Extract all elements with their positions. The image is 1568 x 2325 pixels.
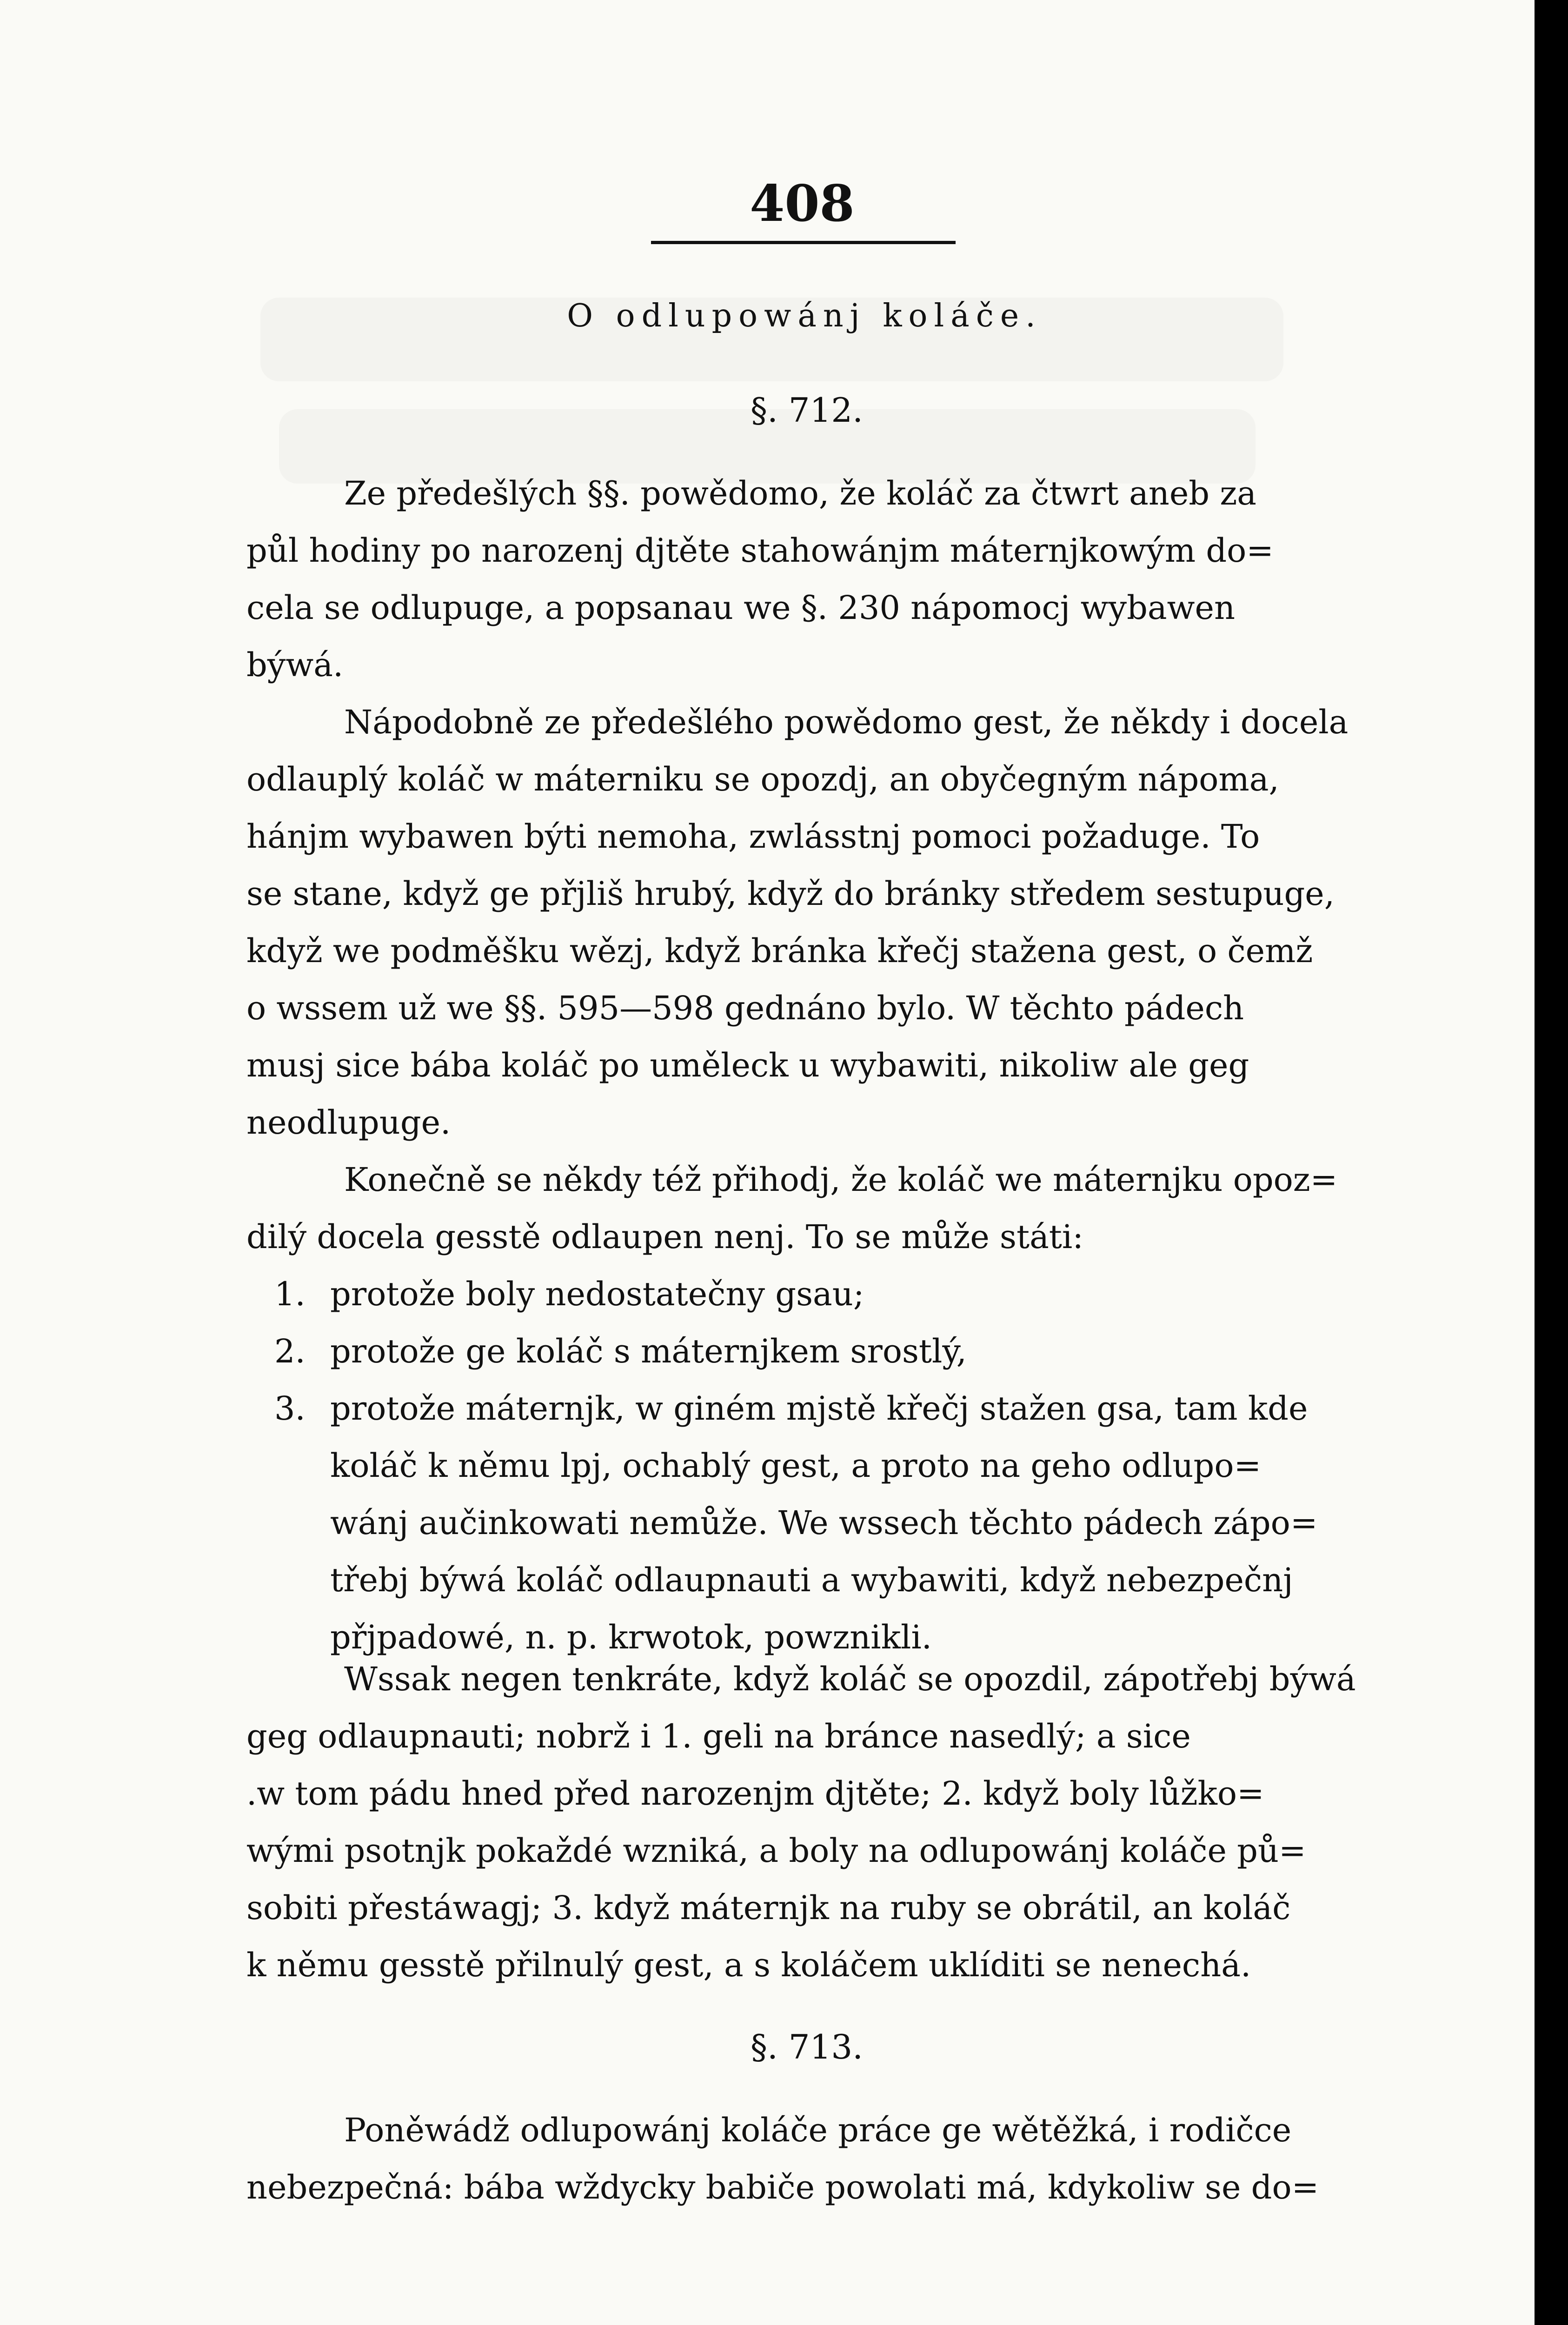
paragraph bbox=[246, 465, 1381, 694]
paragraph bbox=[246, 1651, 1381, 1994]
paragraph bbox=[246, 1151, 1381, 1266]
text-line: geg odlaupnauti; nobrž i 1. geli na bránce nasedlý; a sice bbox=[246, 1717, 1191, 1755]
text-line: když we podměšku wězj, když bránka křečj stažena gest, o čemž bbox=[246, 932, 1313, 970]
text-line: protože máternjk, w giném mjstě křečj stažen gsa, tam kde bbox=[330, 1389, 1308, 1428]
list-text bbox=[330, 1380, 1381, 1666]
section-heading-713: §. 713. bbox=[750, 2027, 864, 2066]
text-line: koláč k němu lpj, ochablý gest, a proto na geho odlupo= bbox=[330, 1447, 1262, 1485]
text-line: wými psotnjk pokaždé wzniká, a boly na odlupowánj koláče pů= bbox=[246, 1832, 1306, 1870]
text-line: Nápodobně ze předešlého powědomo gest, že někdy i docela bbox=[344, 703, 1349, 741]
text-line: cela se odlupuge, a popsanau we §. 230 nápomocj wybawen bbox=[246, 589, 1236, 627]
text-line: wánj aučinkowati nemůže. We wssech těchto pádech zápo= bbox=[330, 1504, 1318, 1542]
text-line: Wssak negen tenkráte, když koláč se opozdil, zápotřebj býwá bbox=[344, 1660, 1356, 1698]
text-line: dilý docela gesstě odlaupen nenj. To se může státi: bbox=[246, 1218, 1083, 1256]
text-line: hánjm wybawen býti nemoha, zwlásstnj pomoci požaduge. To bbox=[246, 817, 1260, 856]
paragraph bbox=[246, 2102, 1381, 2216]
list-number: 1. bbox=[274, 1275, 306, 1313]
list-item bbox=[246, 1380, 1381, 1666]
text-line: býwá. bbox=[246, 646, 344, 684]
text-line: odlauplý koláč w máterniku se opozdj, an obyčegným nápoma, bbox=[246, 760, 1279, 798]
list-text: protože ge koláč s máternjkem srostlý, bbox=[330, 1332, 967, 1370]
text-line: k němu gesstě přilnulý gest, a s koláčem uklíditi se nenechá. bbox=[246, 1946, 1251, 1984]
chapter-title: O odlupowánj koláče. bbox=[567, 298, 1042, 334]
text-line: Ze předešlých §§. powědomo, že koláč za čtwrt aneb za bbox=[344, 474, 1256, 512]
text-line: přjpadowé, n. p. krwotok, powznikli. bbox=[330, 1618, 932, 1656]
header-rule bbox=[651, 241, 956, 244]
text-line: sobiti přestáwagj; 3. když máternjk na ruby se obrátil, an koláč bbox=[246, 1889, 1291, 1927]
text-line: Konečně se někdy též přihodj, že koláč we máternjku opoz= bbox=[344, 1161, 1338, 1199]
text-line: musj sice bába koláč po uměleck u wybawiti, nikoliw ale geg bbox=[246, 1046, 1249, 1084]
text-line: .w tom pádu hned před narozenjm djtěte; 2. když boly lůžko= bbox=[246, 1774, 1264, 1813]
text-line: neodlupuge. bbox=[246, 1103, 451, 1142]
section-heading-712: §. 712. bbox=[750, 391, 864, 430]
text-line: půl hodiny po narozenj djtěte stahowánjm máternjkowým do= bbox=[246, 531, 1274, 570]
list-item bbox=[246, 1323, 1381, 1380]
text-line: nebezpečná: bába wždycky babiče powolati má, kdykoliw se do= bbox=[246, 2168, 1319, 2206]
paragraph bbox=[246, 694, 1381, 1151]
list-number: 2. bbox=[274, 1332, 306, 1370]
text-line: se stane, když ge přjliš hrubý, když do bránky středem sestupuge, bbox=[246, 875, 1335, 913]
list-number: 3. bbox=[274, 1389, 306, 1428]
scan-border bbox=[1535, 0, 1568, 2325]
text-line: o wssem už we §§. 595—598 gednáno bylo. W těchto pádech bbox=[246, 989, 1244, 1027]
page-number: 408 bbox=[750, 174, 855, 233]
list-text: protože boly nedostatečny gsau; bbox=[330, 1275, 864, 1313]
text-line: třebj býwá koláč odlaupnauti a wybawiti, když nebezpečnj bbox=[330, 1561, 1293, 1599]
list-item bbox=[246, 1266, 1381, 1323]
text-line: Poněwádž odlupowánj koláče práce ge wětěžká, i rodičce bbox=[344, 2111, 1292, 2149]
